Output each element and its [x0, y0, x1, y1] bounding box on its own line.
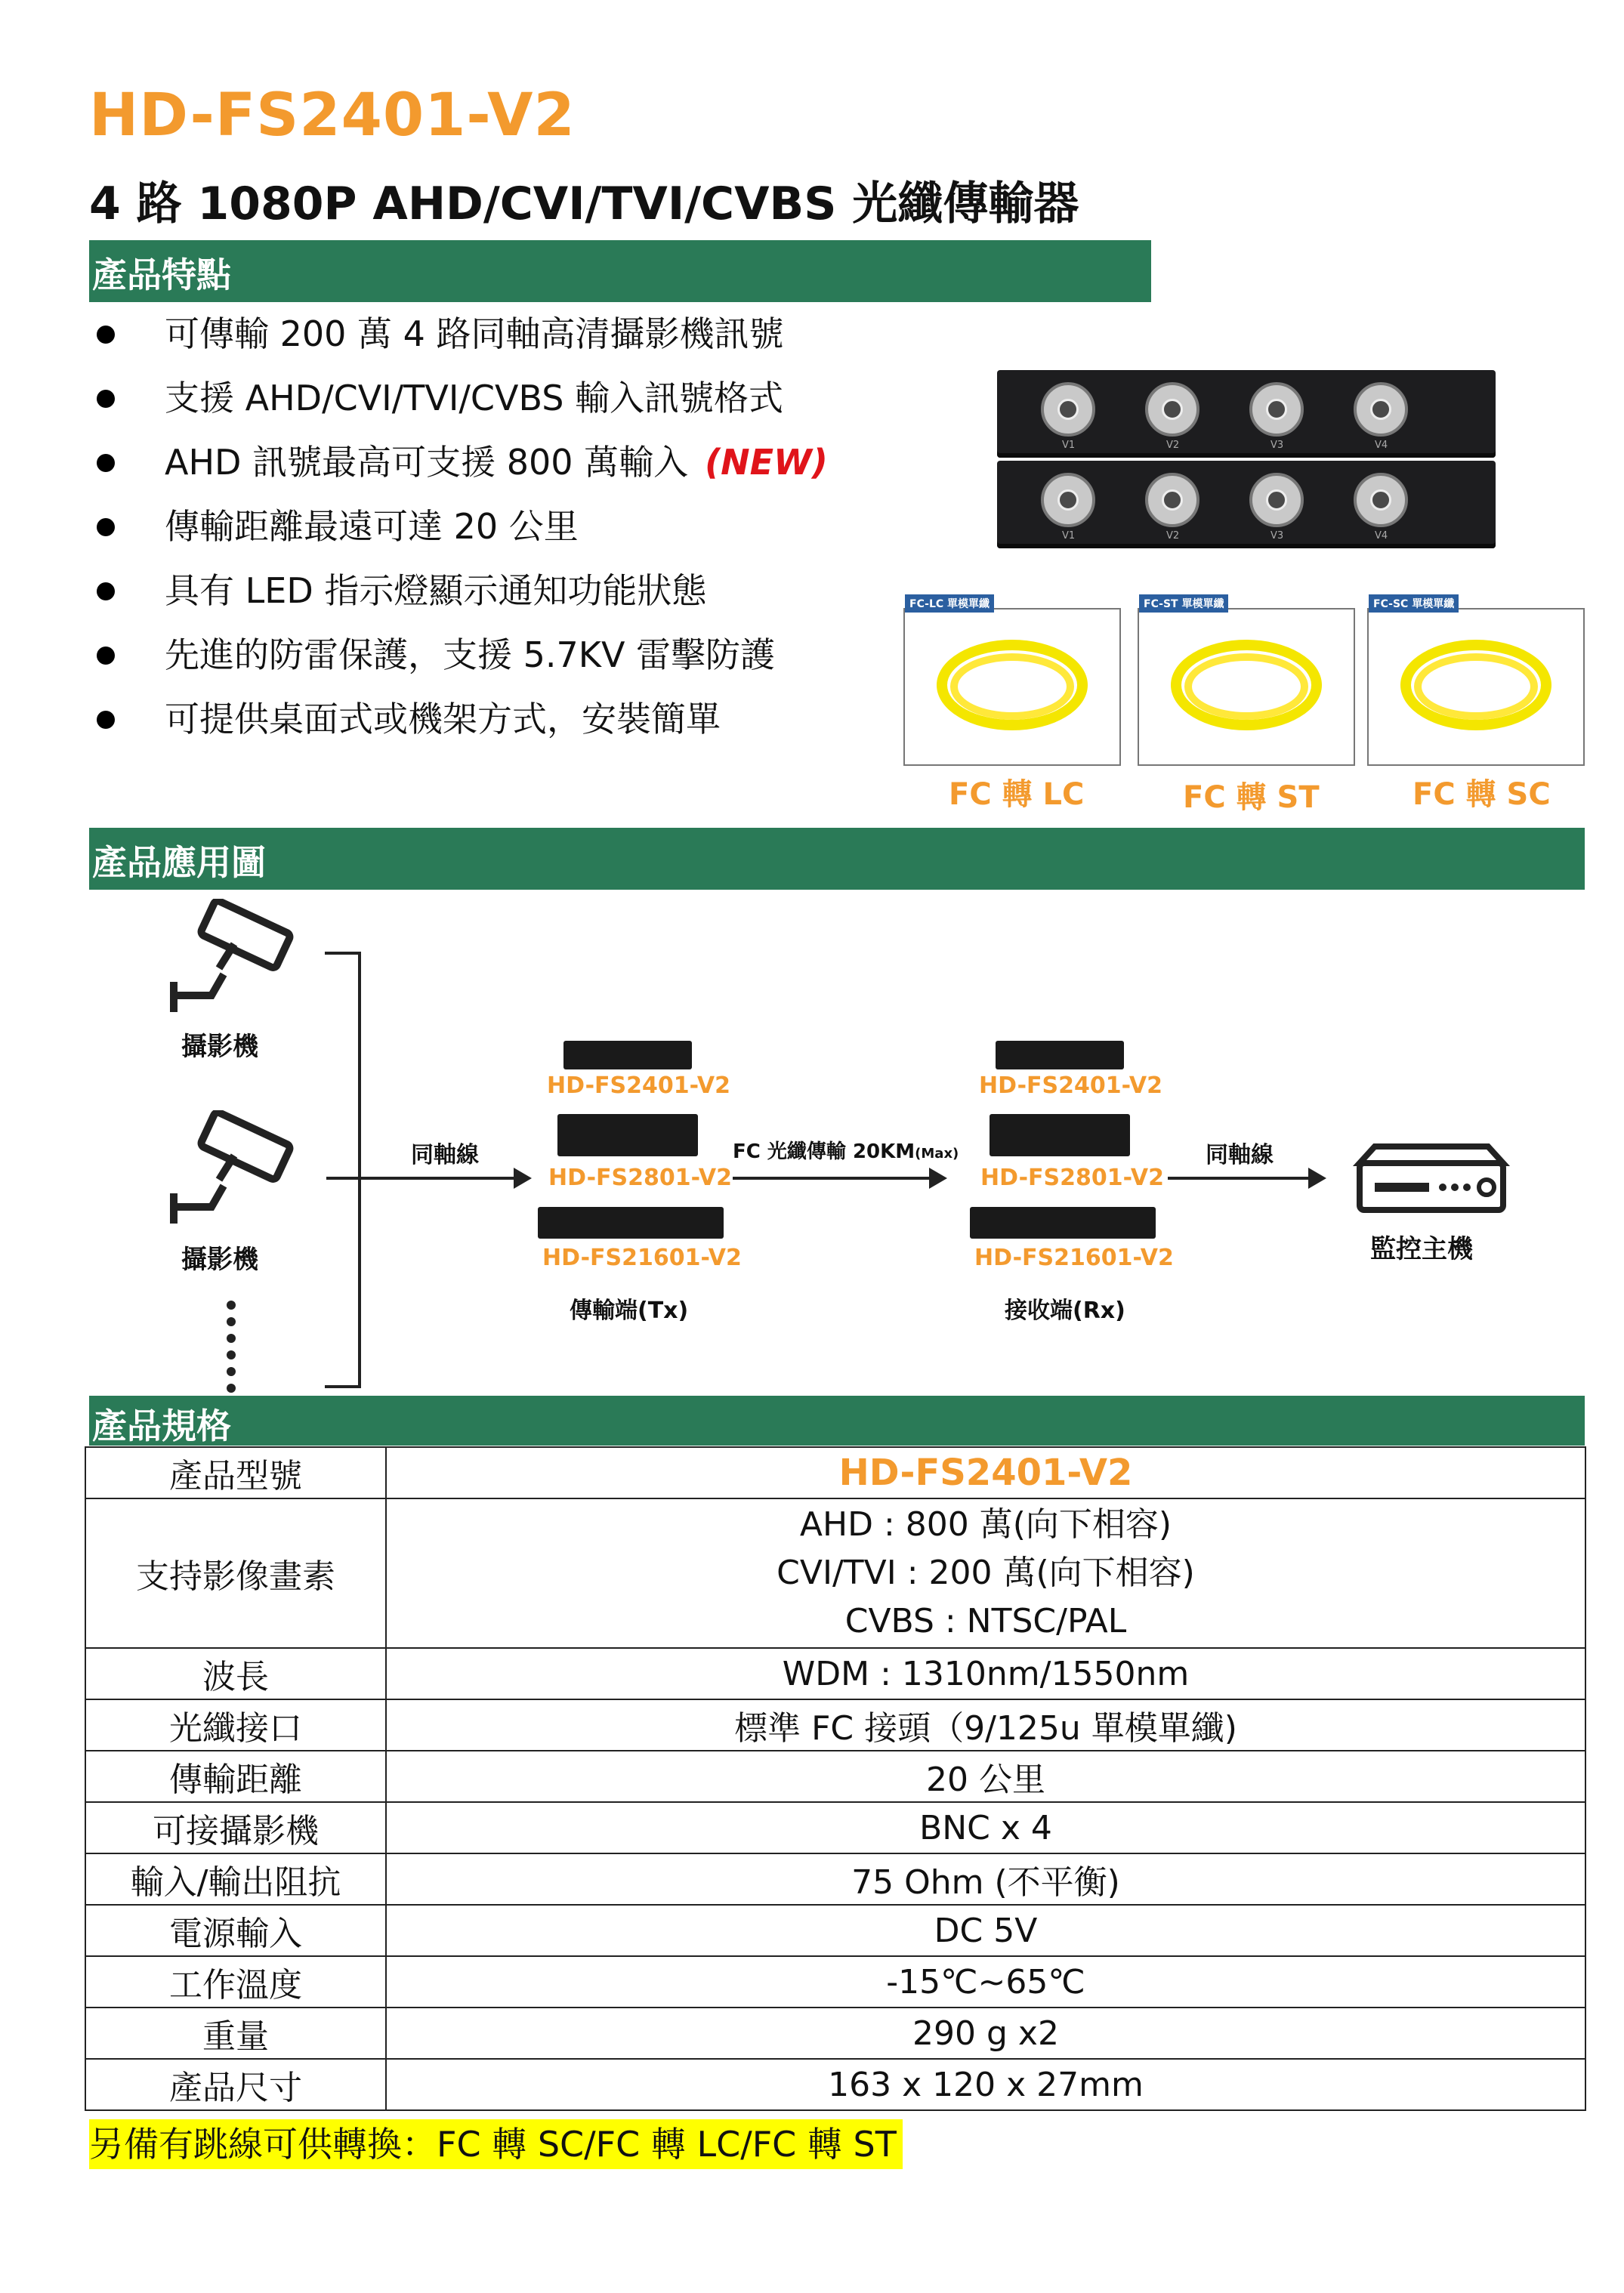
- spec-value: 163 x 120 x 27mm: [386, 2059, 1585, 2110]
- spec-key: 波長: [85, 1648, 386, 1699]
- spec-key: 可接攝影機: [85, 1802, 386, 1853]
- spec-key: 重量: [85, 2008, 386, 2059]
- feature-list: [89, 302, 828, 751]
- bnc-port-icon: [1041, 382, 1095, 437]
- coax-label: 同軸線: [1206, 1142, 1274, 1168]
- feature-item: 具有 LED 指示燈顯示通知功能狀態: [89, 559, 828, 623]
- table-row: [85, 1905, 1585, 1956]
- feature-item: 可傳輸 200 萬 4 路同軸高清攝影機訊號: [89, 302, 828, 366]
- cable-card-fc-lc: [903, 598, 1121, 766]
- bnc-port-icon: [1354, 382, 1408, 437]
- section-title-application: 產品應用圖: [92, 842, 266, 883]
- bnc-port-icon: [1145, 473, 1199, 527]
- spec-key: 工作溫度: [85, 1956, 386, 2008]
- table-row: [85, 1648, 1585, 1699]
- bullet-icon: [97, 582, 115, 600]
- fiber-label: FC 光纖傳輸 20KM(Max): [733, 1140, 959, 1163]
- table-row: [85, 1498, 1585, 1648]
- bullet-icon: [97, 390, 115, 408]
- spec-value: 290 g x2: [386, 2008, 1585, 2059]
- more-dots-icon: [224, 1298, 239, 1396]
- rx-device-4ch: [996, 1041, 1124, 1069]
- new-badge: (NEW): [705, 442, 828, 483]
- arrow-icon: [1168, 1177, 1323, 1180]
- rx-label: 接收端(Rx): [1005, 1298, 1125, 1324]
- jumper-note: 另備有跳線可供轉換：FC 轉 SC/FC 轉 LC/FC 轉 ST: [89, 2119, 903, 2169]
- feature-item: 傳輸距離最遠可達 20 公里: [89, 495, 828, 559]
- dvr-host-icon: [1352, 1140, 1511, 1216]
- bullet-icon: [97, 647, 115, 665]
- tx-device-16ch: [538, 1207, 724, 1239]
- spec-key: 光纖接口: [85, 1699, 386, 1751]
- section-bar-spec: [89, 1396, 1585, 1446]
- bullet-icon: [97, 711, 115, 729]
- spec-value: BNC x 4: [386, 1802, 1585, 1853]
- spec-value: 20 公里: [386, 1751, 1585, 1802]
- bnc-port-icon: [1249, 473, 1304, 527]
- bnc-port-icon: [1145, 382, 1199, 437]
- tx-model-label: HD-FS2801-V2: [548, 1165, 732, 1191]
- spec-key: 產品尺寸: [85, 2059, 386, 2110]
- camera-bracket: [325, 952, 361, 1388]
- spec-key: 傳輸距離: [85, 1751, 386, 1802]
- host-label: 監控主機: [1370, 1234, 1473, 1264]
- bullet-icon: [97, 454, 115, 472]
- table-row: [85, 2059, 1585, 2110]
- cable-card-fc-st: [1138, 598, 1355, 766]
- bnc-port-icon: [1249, 382, 1304, 437]
- section-bar-application: [89, 828, 1585, 890]
- bnc-port-icon: [1041, 473, 1095, 527]
- spec-table: [85, 1446, 1586, 2111]
- rx-model-label: HD-FS21601-V2: [974, 1245, 1174, 1271]
- camera-icon: [159, 899, 295, 1012]
- feature-item: AHD 訊號最高可支援 800 萬輸入 (NEW): [89, 431, 828, 495]
- section-bar-features: [89, 240, 1151, 302]
- arrow-icon: [733, 1177, 944, 1180]
- spec-key: 電源輸入: [85, 1905, 386, 1956]
- bullet-icon: [97, 326, 115, 344]
- spec-value: HD-FS2401-V2: [386, 1447, 1585, 1498]
- port-label: V4: [1375, 530, 1388, 542]
- spec-value: 標準 FC 接頭（9/125u 單模單纖): [386, 1699, 1585, 1751]
- cable-card-fc-sc: [1367, 598, 1585, 766]
- table-row: [85, 2008, 1585, 2059]
- cable-tag: FC-SC 單模單纖: [1369, 594, 1459, 613]
- table-row: [85, 1802, 1585, 1853]
- spec-key: 輸入/輸出阻抗: [85, 1853, 386, 1905]
- section-title-features: 產品特點: [92, 255, 231, 295]
- cable-label-sc: FC 轉 SC: [1413, 777, 1551, 812]
- table-row: [85, 1956, 1585, 2008]
- tx-model-label: HD-FS2401-V2: [547, 1072, 730, 1099]
- bnc-port-icon: [1354, 473, 1408, 527]
- cable-label-st: FC 轉 ST: [1183, 780, 1320, 815]
- port-label: V4: [1375, 440, 1388, 451]
- cable-label-lc: FC 轉 LC: [949, 777, 1085, 812]
- spec-value: DC 5V: [386, 1905, 1585, 1956]
- spec-value: AHD : 800 萬(向下相容) CVI/TVI : 200 萬(向下相容) CVBS : NTSC/PAL: [386, 1498, 1585, 1648]
- coax-label: 同軸線: [411, 1142, 479, 1168]
- tx-device-8ch: [557, 1114, 698, 1156]
- port-label: V2: [1166, 530, 1180, 542]
- spec-value: -15℃~65℃: [386, 1956, 1585, 2008]
- port-label: V2: [1166, 440, 1180, 451]
- spec-value: 75 Ohm (不平衡): [386, 1853, 1585, 1905]
- spec-key: 產品型號: [85, 1447, 386, 1498]
- port-label: V1: [1062, 440, 1076, 451]
- camera-label: 攝影機: [181, 1245, 258, 1275]
- feature-item: 先進的防雷保護，支援 5.7KV 雷擊防護: [89, 623, 828, 687]
- port-label: V1: [1062, 530, 1076, 542]
- rx-device-16ch: [970, 1207, 1156, 1239]
- camera-icon: [159, 1110, 295, 1224]
- tx-device-4ch: [563, 1041, 692, 1069]
- tx-label: 傳輸端(Tx): [570, 1298, 689, 1324]
- rx-model-label: HD-FS2801-V2: [980, 1165, 1164, 1191]
- bullet-icon: [97, 518, 115, 536]
- tx-model-label: HD-FS21601-V2: [542, 1245, 742, 1271]
- table-row: [85, 1699, 1585, 1751]
- arrow-icon: [326, 1177, 529, 1180]
- feature-item: 可提供桌面式或機架方式，安裝簡單: [89, 687, 828, 751]
- product-subtitle: 4 路 1080P AHD/CVI/TVI/CVBS 光纖傳輸器: [89, 177, 1079, 230]
- device-photo-top: [997, 370, 1496, 458]
- rx-model-label: HD-FS2401-V2: [979, 1072, 1162, 1099]
- feature-item: 支援 AHD/CVI/TVI/CVBS 輸入訊號格式: [89, 366, 828, 431]
- table-row: [85, 1751, 1585, 1802]
- rx-device-8ch: [990, 1114, 1130, 1156]
- table-row: [85, 1853, 1585, 1905]
- cable-tag: FC-ST 單模單纖: [1139, 594, 1228, 613]
- device-photo-bottom: [997, 461, 1496, 548]
- cable-tag: FC-LC 單模單纖: [905, 594, 994, 613]
- product-model-title: HD-FS2401-V2: [89, 82, 576, 150]
- spec-value: WDM : 1310nm/1550nm: [386, 1648, 1585, 1699]
- camera-label: 攝影機: [181, 1032, 258, 1062]
- table-row: [85, 1447, 1585, 1498]
- section-title-spec: 產品規格: [92, 1406, 231, 1446]
- port-label: V3: [1270, 440, 1284, 451]
- port-label: V3: [1270, 530, 1284, 542]
- spec-key: 支持影像畫素: [85, 1498, 386, 1648]
